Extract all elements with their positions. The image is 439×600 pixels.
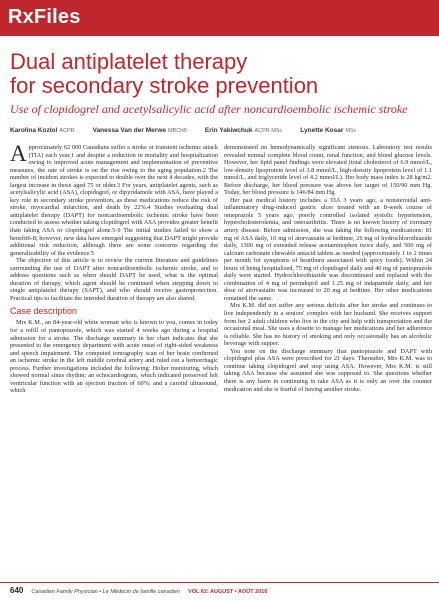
section-tag: RxFiles <box>8 6 81 28</box>
author <box>93 127 187 134</box>
issue-info: VOL 62: AUGUST • AOÛT 2016 <box>188 589 268 595</box>
author-name: Karolina Kozlol <box>10 127 58 134</box>
header-band <box>0 0 439 36</box>
right-column <box>224 144 432 393</box>
author-list <box>10 127 435 134</box>
intro-paragraph <box>10 141 218 257</box>
author-name: Vanessa Van der Merwe <box>92 127 166 134</box>
author-credentials: MBChB <box>167 128 187 134</box>
discharge-paragraph: You note on the discharge summary that pantoprazole and DAPT with clopidogrel plus ASA were prescribed for 21 days. Thereafter, Mrs K.M. was to continue taking clopidogrel and stop using ASA. However, Mrs K.M. is still taking ASA because she assumed she was supposed to. She questions whether there is any harm in continuing to take ASA as it is only an over the counter medication and she is fearful of having another stroke. <box>224 347 432 393</box>
left-column <box>10 141 218 395</box>
objective-paragraph: The objective of this article is to review the current literature and guidelines surrounding the use of DAPT after noncardioembolic ischemic stroke, and to address questions such as when should DAPT be used, what is the optimal duration of therapy, which agent should be continued when stepping down to single antiplatelet therapy (SAPT), and who should receive gastroprotection. Practical tips to facilitate the intended duration of therapy are also shared. <box>10 257 218 302</box>
case-paragraph: Mrs K.M., an 84-year-old white woman who is known to you, comes in today for a refill of pantoprazole, which was started 4 weeks ago during a hospital admission for a stroke. The discharge summary in her chart indicates that she presented to the emergency department with acute onset of right-sided weakness and speech impairment. The computed tomography scan of her brain confirmed an ischemic stroke in the left middle cerebral artery and ruled out a hemorrhagic process. Further investigations included the following: Holter monitoring, which showed normal sinus rhythm; an echocardiogram, which indicated preserved left ventricular function with an ejection fraction of 60%; and a carotid ultrasound, which <box>10 319 218 395</box>
drop-cap: A <box>10 141 27 166</box>
author <box>10 127 75 134</box>
author-name: Erin Yakiwchuk <box>204 127 253 134</box>
title-line-1: Dual antiplatelet therapy <box>10 49 248 74</box>
author-name: Lynette Kosar <box>300 127 344 134</box>
author-credentials: ACPR <box>59 128 75 134</box>
journal-name: Canadian Family Physician • Le Médecin de famille canadien <box>31 589 181 595</box>
footer-rule <box>0 582 439 583</box>
social-paragraph: Mrs K.M. did not suffer any serious deficits after her stroke and continues to live independently in a seniors' complex with her husband. She receives support from her 2 adult children who live in the city and help with transportation and the occasional meal. She uses a dosette to manage her medications and her adherence is reliable. She has no history of smoking and only occasionally has an alcoholic beverage with supper. <box>224 302 432 348</box>
author-credentials: ACPR MSc <box>254 128 283 134</box>
case-continued-paragraph: demonstrated no hemodynamically significant stenosis. Laboratory test results revealed normal complete blood count, renal function, and blood glucose levels. However, her lipid panel findings were elevated (total cholesterol of 6.9 mmol/L, low-density lipoprotein level of 3.8 mmol/L, high-density lipoprotein level of 1.1 mmol/L, and triglyceride level of 4.2 mmol/L). Her body mass index is 28 kg/m2. Before discharge, her blood pressure was above her target of 150/90 mm Hg. Today, her blood pressure is 146/84 mm Hg. <box>224 144 432 197</box>
author <box>300 127 356 134</box>
author <box>205 127 282 134</box>
title-line-2: for secondary stroke prevention <box>10 73 319 98</box>
article-title <box>10 50 430 98</box>
history-paragraph: Her past medical history includes a TIA 3 years ago, a nonsteroidal anti-inflammatory drug-induced gastric ulcer treated with an 8-week course of omeprazole 5 years ago, poorly controlled isolated systolic hypertension, hypercholesterolemia, and osteoarthritis. There is no known history of coronary artery disease. Before admission, she was taking the following medications: 81 mg of ASA daily, 10 mg of atorvastatin at bedtime, 26 mg of hydrochlorothiazide daily, 1300 mg of extended release acetaminophen twice daily, and 500 mg of calcium carbonate chewable antacid tablets as needed (approximately 1 to 2 times per month for symptoms of heartburn associated with spicy foods). Within 24 hours of being hospitalized, 75 mg of clopidogrel daily and 40 mg of pantoprazole daily were started. Hydrochlorothiazide was discontinued and replaced with the combination of 4 mg of perindopril and 1.25 mg of indapamide daily, and her dose of atorvastatin was increased to 20 mg at bedtime. Her other medications remained the same. <box>224 196 432 302</box>
author-credentials: MSc <box>345 128 357 134</box>
article-subtitle: Use of clopidogrel and acetylsalicylic acid after noncardioembolic ischemic stroke <box>10 102 408 116</box>
page-footer <box>10 586 430 595</box>
intro-text: pproximately 62 000 Canadians suffer a stroke or transient ischemic attack (TIA) each year,1 and despite a reduction in mortality and hospitalization owing to improved acute management and implementation of preventive measures, the rate of stroke is on the rise owing to the aging population.2 The number of incident strokes is expected to double over the next 4 decades, with the largest increase in those aged 75 or older.3 For years, antiplatelet agents, such as acetylsalicylic acid (ASA), clopidogrel, or dipyridamole with ASA, have played a key role in secondary stroke prevention, as these medications reduce the risk of stroke, myocardial infarction, and death by 22%.4 Studies evaluating dual antiplatelet therapy (DAPT) for noncardioembolic ischemic stroke have been conducted to assess whether taking clopidogrel with ASA provides greater benefit than taking ASA or clopidogrel alone.5-9 The initial studies failed to show a benefit6-8; however, new data have emerged suggesting that DAPT might provide additional risk reduction, although there are some concerns regarding the generalizability of the evidence.5 <box>10 144 218 257</box>
page-number: 640 <box>10 586 24 595</box>
case-description-heading: Case description <box>10 306 78 317</box>
